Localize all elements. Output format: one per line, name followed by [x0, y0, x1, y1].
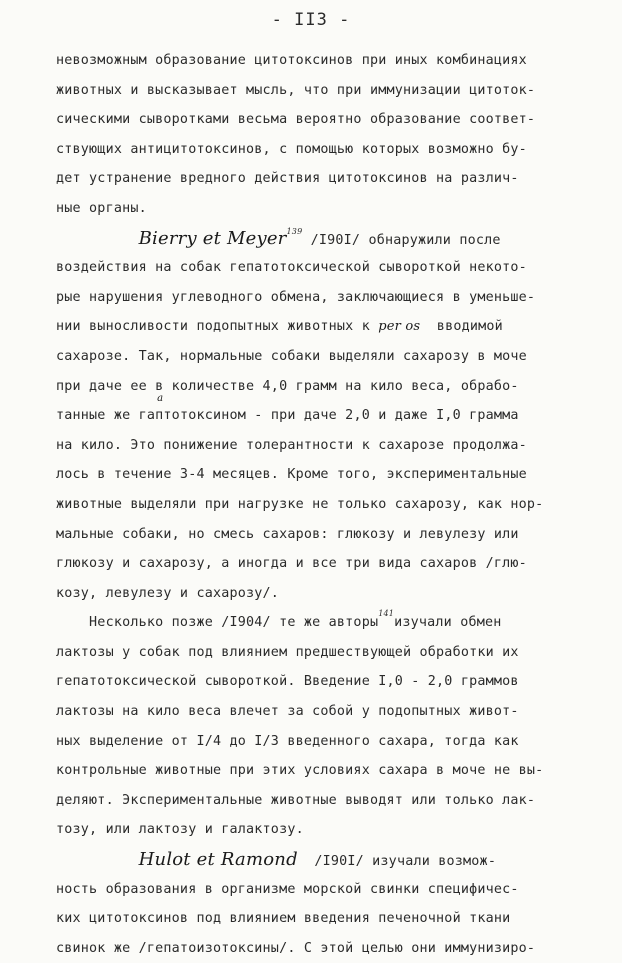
text-line: дет устранение вредного действия цитотоксинов на различ-	[56, 171, 519, 187]
text-line: лактозы на кило веса влечет за собой у подопытных живот-	[56, 704, 519, 720]
text-line: свинок же /гепатоизотоксины/. С этой целью они иммунизиро-	[56, 940, 536, 956]
handwritten-authors: Hulot et Ramond	[138, 849, 298, 871]
text-line: Hulot et Ramond /I90I/ изучали возмож-	[138, 849, 497, 871]
text-line: при даче ее в количестве 4,0 грамм на кило веса, обрабо-	[56, 378, 519, 394]
text-line: на кило. Это понижение толерантности к сахарозе продолжа-	[56, 437, 527, 453]
text-line: невозможным образование цитотоксинов при иных комбинациях	[56, 53, 527, 68]
text-line: нии выносливости подопытных животных к per os вводимой	[56, 319, 503, 335]
text-line: танные же гап а тотоксином - при даче 2,0 и даже I,0 грамма	[56, 393, 519, 424]
text-line: глюкозу и сахарозу, а иногда и все три вида сахаров /глю-	[56, 556, 527, 572]
text-line: мальные собаки, но смесь сахаров: глюкозу и левулезу или	[56, 526, 519, 542]
text-line: ность образования в организме морской свинки специфичес-	[56, 881, 519, 897]
correction-mark: а	[157, 393, 164, 405]
handwritten-authors: Bierry et Meyer	[138, 227, 287, 249]
text-line: контрольные животные при этих условиях сахара в моче не вы-	[56, 763, 544, 779]
handwritten-term: per os	[378, 319, 421, 335]
text-line: ных выделение от I/4 до I/3 введенного сахара, тогда как	[56, 733, 519, 749]
text-line: рые нарушения углеводного обмена, заключающиеся в уменьше-	[56, 289, 536, 305]
text-line: сическими сыворотками весьма вероятно образование соответ-	[56, 112, 536, 128]
text-line: гепатотоксической сывороткой. Введение I,0 - 2,0 граммов	[56, 674, 519, 690]
text-line: сахарозе. Так, нормальные собаки выделяли сахарозу в моче	[56, 348, 527, 364]
text-line: Bierry et Meyer$^{139}$ /I90I/ обнаружили после	[138, 226, 501, 249]
body-text	[56, 46, 596, 963]
text-line: тозу, или лактозу и галактозу.	[56, 822, 304, 838]
text-line: животные выделяли при нагрузке не только сахарозу, как нор-	[56, 496, 544, 512]
handwritten-correction: п а	[155, 393, 164, 424]
text-line: лактозы у собак под влиянием предшествующей обработки их	[56, 644, 519, 660]
reference-number: 139	[286, 226, 303, 236]
text-line: животных и высказывает мысль, что при иммунизации цитоток-	[56, 82, 536, 98]
text-line: деляют. Экспериментальные животные выводят или только лак-	[56, 792, 536, 808]
text-line: Несколько позже /I904/ те же авторы$^{141}$изучали обмен	[56, 609, 502, 631]
page-number: - II3 -	[271, 10, 351, 30]
reference-number: 141	[378, 609, 395, 619]
text-line: ких цитотоксинов под влиянием введения печеночной ткани	[56, 911, 511, 927]
text-line: лось в течение 3-4 месяцев. Кроме того, экспериментальные	[56, 467, 527, 483]
text-line: ные органы.	[56, 200, 147, 216]
text-line: воздействия на собак гепатотоксической сывороткой некото-	[56, 260, 527, 276]
text-line: козу, левулезу и сахарозу/.	[56, 585, 280, 601]
text-line: ствующих антицитотоксинов, с помощью которых возможно бу-	[56, 141, 527, 157]
